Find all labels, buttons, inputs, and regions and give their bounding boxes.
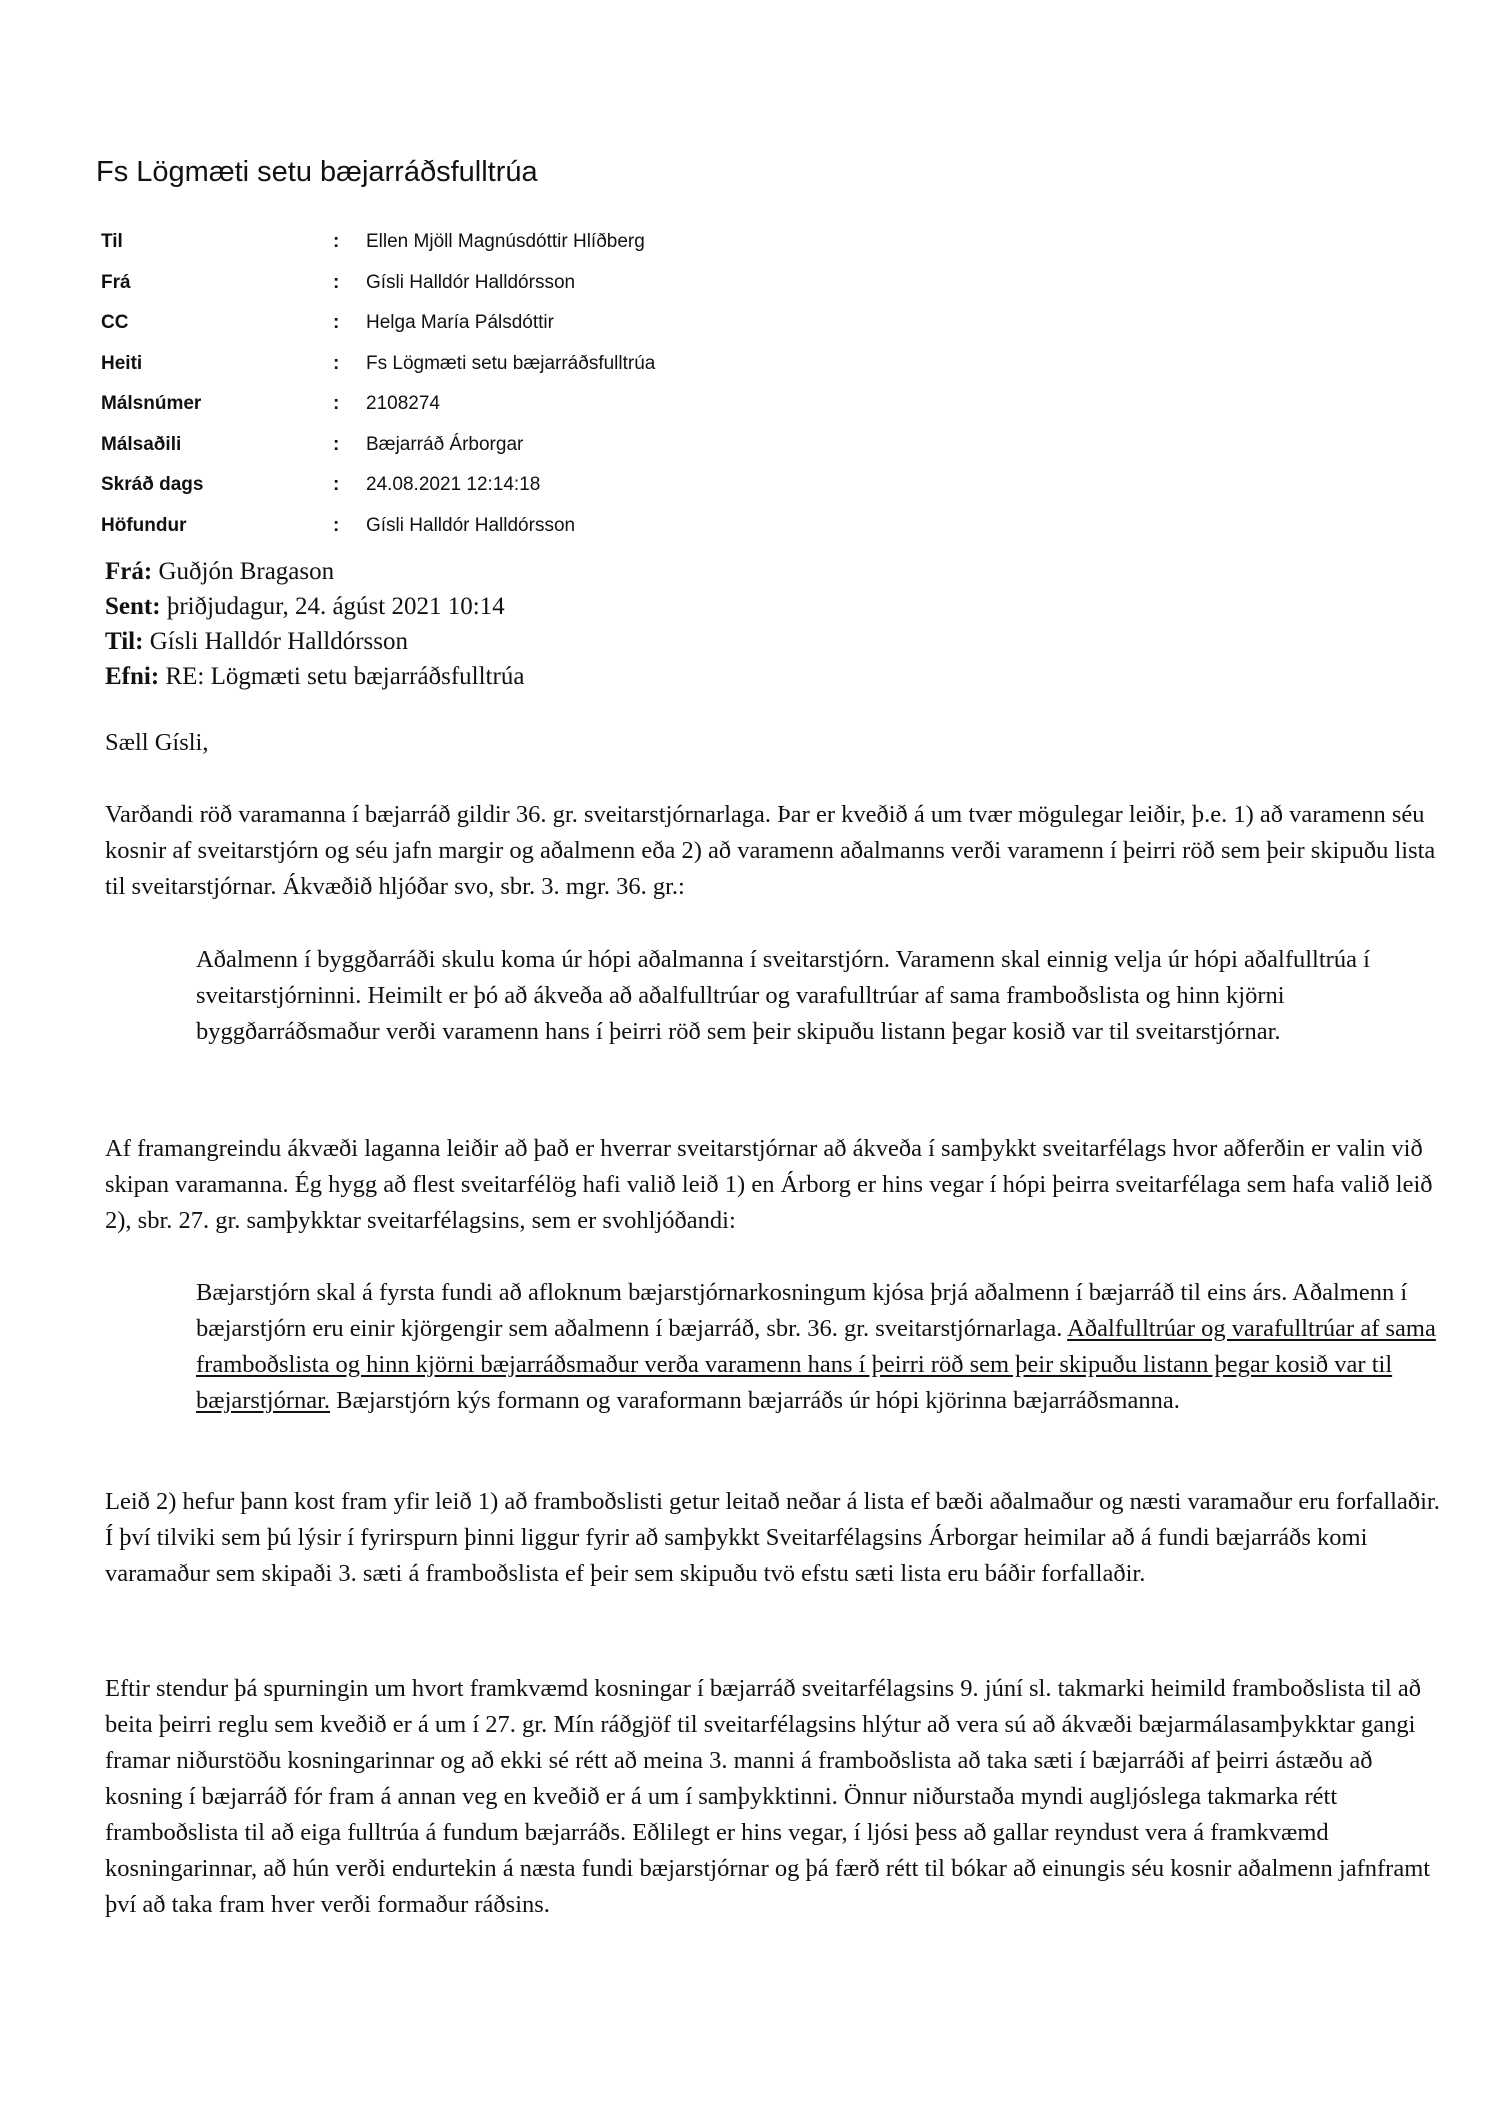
metadata-label: Málsnúmer <box>101 393 202 415</box>
paragraph-1: Varðandi röð varamanna í bæjarráð gildir 36. gr. sveitarstjórnarlaga. Þar er kveðið á um tvær mögulegar leiðir, þ.e. 1) að varamenn séu kosnir af sveitarstjórn og séu jafn margir og aðalmenn eða 2) að varamenn aðalmanns verði varamenn í þeirri röð sem þeir skipuðu lista til sveitarstjórnar. Ákvæðið hljóðar svo, sbr. 3. mgr. 36. gr.: <box>105 801 1436 900</box>
metadata-separator: : <box>333 474 340 496</box>
quoted-law-text: Aðalmenn í byggðarráði skulu koma úr hópi aðalmanna í sveitarstjórn. Varamenn skal einnig velja úr hópi aðalfulltrúa í sveitarstjórninni. Heimilt er þó að ákveða að aðalfulltrúar og varafulltrúar af sama framboðslista og hinn kjörni byggðarráðsmaður verði varamenn hans í þeirri röð sem þeir skipuðu listann þegar kosið var til sveitarstjórnar. <box>196 946 1370 1045</box>
quoted-bylaw-text <box>196 1275 1446 1419</box>
metadata-value: Ellen Mjöll Magnúsdóttir Hlíðberg <box>366 231 645 253</box>
metadata-label: Höfundur <box>101 514 187 536</box>
email-from-line <box>105 554 524 589</box>
paragraph-4: Eftir stendur þá spurningin um hvort framkvæmd kosningar í bæjarráð sveitarfélagsins 9. júní sl. takmarki heimild framboðslista til að beita þeirri reglu sem kveðið er á um í 27. gr. Mín ráðgjöf til sveitarfélagsins hlýtur að vera sú að ákvæði bæjarmálasamþykktar gangi framar niðurstöðu kosningarinnar og að ekki sé rétt að meina 3. manni á framboðslista að taka sæti í bæjarráði af þeirri ástæðu að kosning í bæjarráð fór fram á annan veg en kveðið er á um í samþykktinni. Önnur niðurstaða myndi augljóslega takmarka rétt framboðslista til að eiga fulltrúa á fundum bæjarráðs. Eðlilegt er hins vegar, í ljósi þess að gallar reyndust vera á framkvæmd kosningarinnar, að hún verði endurtekin á næsta fundi bæjarstjórnar og þá færð rétt til bókar að einungis séu kosnir aðalmenn jafnframt því að taka fram hver verði formaður ráðsins. <box>105 1675 1431 1918</box>
metadata-separator: : <box>333 433 340 455</box>
email-sent-label: Sent: <box>105 593 161 620</box>
email-subject-value: RE: Lögmæti setu bæjarráðsfulltrúa <box>159 663 525 690</box>
metadata-value: Helga María Pálsdóttir <box>366 312 554 334</box>
email-subject-label: Efni: <box>105 663 160 690</box>
email-subject-line <box>105 659 524 694</box>
metadata-row-from <box>101 263 655 304</box>
metadata-label: Skráð dags <box>101 474 204 496</box>
metadata-row-registered-date <box>101 465 655 506</box>
metadata-value: Bæjarráð Árborgar <box>366 433 524 455</box>
metadata-separator: : <box>333 352 340 374</box>
email-sent-line <box>105 589 524 624</box>
metadata-separator: : <box>333 393 340 415</box>
email-from-label: Frá: <box>105 558 153 585</box>
metadata-label: Frá <box>101 271 131 293</box>
greeting: Sæll Gísli, <box>105 729 209 756</box>
metadata-label: Heiti <box>101 352 143 374</box>
metadata-table <box>101 222 655 546</box>
metadata-row-cc <box>101 303 655 344</box>
metadata-row-to <box>101 222 655 263</box>
quote-end: Bæjarstjórn kýs formann og varaformann bæjarráðs úr hópi kjörinna bæjarráðsmanna. <box>330 1387 1180 1414</box>
paragraph-3: Leið 2) hefur þann kost fram yfir leið 1) að framboðslisti getur leitað neðar á lista ef bæði aðalmaður og næsti varamaður eru forfallaðir. Í því tilviki sem þú lýsir í fyrirspurn þinni liggur fyrir að samþykkt Sveitarfélagsins Árborgar heimilar að á fundi bæjarráðs komi varamaður sem skipaði 3. sæti á framboðslista ef þeir sem skipuðu tvö efstu sæti lista eru báðir forfallaðir. <box>105 1488 1440 1587</box>
metadata-value: Gísli Halldór Halldórsson <box>366 271 576 293</box>
metadata-value: 2108274 <box>366 393 440 415</box>
metadata-row-party <box>101 425 655 466</box>
paragraph-2: Af framangreindu ákvæði laganna leiðir að það er hverrar sveitarstjórnar að ákveða í samþykkt sveitarfélags hvor aðferðin er valin við skipan varamanna. Ég hygg að flest sveitarfélög hafi valið leið 1) en Árborg er hins vegar í hópi þeirra sveitarfélaga sem hafa valið leið 2), sbr. 27. gr. samþykktar sveitarfélagsins, sem er svohljóðandi: <box>105 1135 1433 1234</box>
metadata-separator: : <box>333 514 340 536</box>
quote-underlined: Aðalfulltrúar og varafulltrúar af sama framboðslista og hinn kjörni bæjarráðsmaður verða varamenn hans í þeirri röð sem þeir skipuðu listann þegar kosið var til bæjarstjórnar. <box>196 1315 1436 1414</box>
email-to-value: Gísli Halldór Halldórsson <box>143 628 409 655</box>
metadata-value: 24.08.2021 12:14:18 <box>366 474 541 496</box>
metadata-value: Fs Lögmæti setu bæjarráðsfulltrúa <box>366 352 656 374</box>
email-sent-value: þriðjudagur, 24. ágúst 2021 10:14 <box>160 593 505 620</box>
email-to-line <box>105 624 524 659</box>
metadata-value: Gísli Halldór Halldórsson <box>366 514 576 536</box>
email-to-label: Til: <box>105 628 144 655</box>
metadata-row-case-number <box>101 384 655 425</box>
metadata-separator: : <box>333 271 340 293</box>
quote-start: Bæjarstjórn skal á fyrsta fundi að afloknum bæjarstjórnarkosningum kjósa þrjá aðalmenn í bæjarráð til eins árs. Aðalmenn í bæjarstjórn eru einir kjörgengir sem aðalmenn í bæjarráð, sbr. 36. gr. sveitarstjórnarlaga. <box>196 1279 1408 1342</box>
metadata-label: Til <box>101 231 123 253</box>
email-header <box>105 554 524 694</box>
metadata-label: CC <box>101 312 129 334</box>
email-from-value: Guðjón Bragason <box>152 558 335 585</box>
metadata-separator: : <box>333 231 340 253</box>
metadata-row-subject <box>101 344 655 385</box>
metadata-row-author <box>101 506 655 547</box>
metadata-label: Málsaðili <box>101 433 182 455</box>
metadata-separator: : <box>333 312 340 334</box>
document-title: Fs Lögmæti setu bæjarráðsfulltrúa <box>96 156 538 188</box>
